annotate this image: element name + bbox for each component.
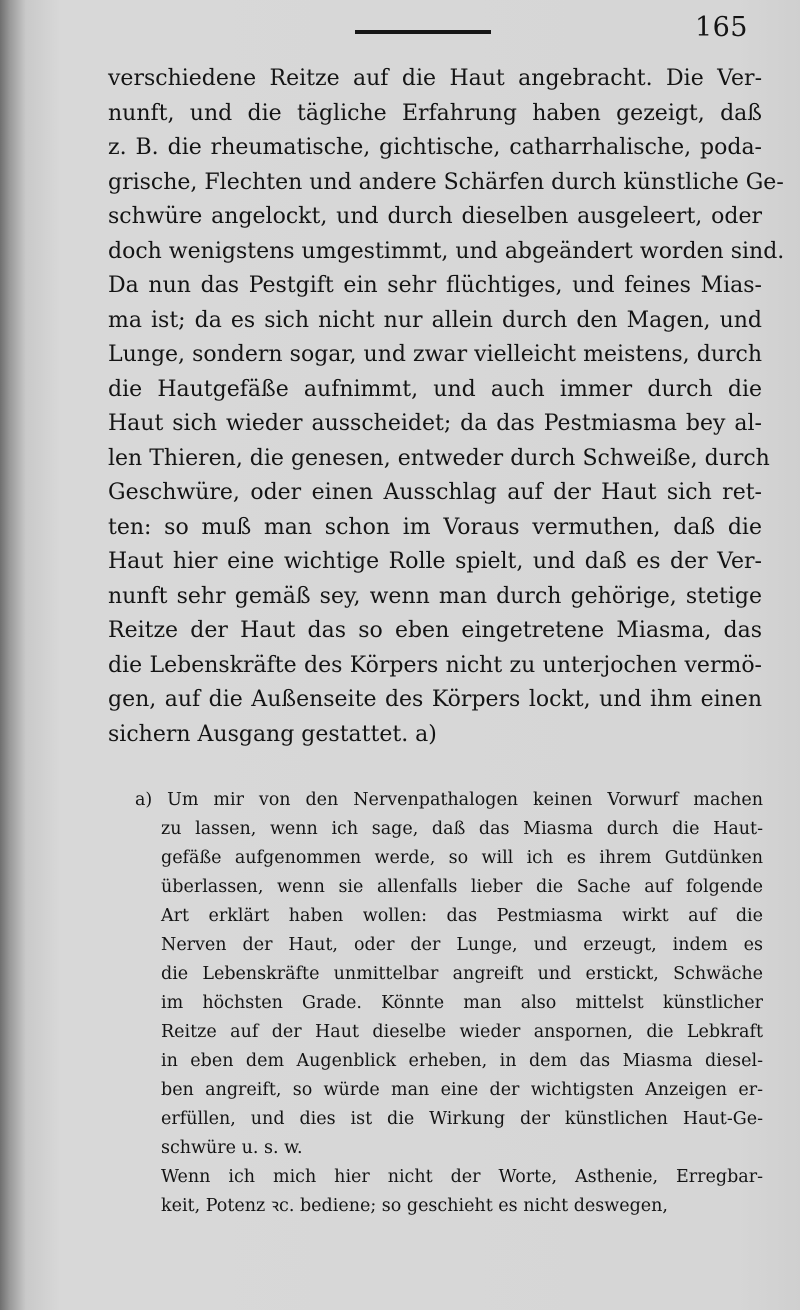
page-number: 165 [694, 12, 748, 43]
body-line: die Lebenskräfte des Körpers nicht zu unterjochen vermö- [108, 652, 762, 678]
body-line: doch wenigstens umgestimmt, und abgeändert worden sind. [108, 238, 785, 264]
body-line: z. B. die rheumatische, gichtische, catharrhalische, poda- [108, 135, 762, 160]
footnote-line: a) Um mir von den Nervenpathalogen keinen Vorwurf machen [135, 790, 763, 810]
body-line: die Hautgefäße aufnimmt, und auch immer durch die [108, 376, 762, 402]
body-line: gen, auf die Außenseite des Körpers lockt, und ihm einen [108, 687, 762, 712]
footnote-line: schwüre u. s. w. [161, 1138, 303, 1158]
footnote-line: ben angreift, so würde man eine der wichtigsten Anzeigen er- [161, 1080, 763, 1100]
footnote-line: die Lebenskräfte unmittelbar angreift und erstickt, Schwäche [161, 964, 763, 984]
body-line: ma ist; da es sich nicht nur allein durch den Magen, und [108, 307, 762, 333]
body-line: Lunge, sondern sogar, und zwar vielleicht meistens, durch [108, 342, 762, 367]
footnote-line: Wenn ich mich hier nicht der Worte, Asthenie, Erregbar- [161, 1167, 763, 1187]
footnote-line-last: keit, Potenz ꝛc. bediene; so geschieht es nicht deswegen, [161, 1196, 668, 1216]
body-line: Haut hier eine wichtige Rolle spielt, und daß es der Ver- [108, 549, 762, 574]
body-line: len Thieren, die genesen, entweder durch Schweiße, durch [108, 445, 770, 471]
footnote-line: Reitze auf der Haut dieselbe wieder anspornen, die Lebkraft [161, 1022, 763, 1042]
body-line: ten: so muß man schon im Voraus vermuthen, daß die [108, 514, 762, 540]
header-rule [355, 30, 491, 34]
body-line: verschiedene Reitze auf die Haut angebracht. Die Ver- [108, 66, 762, 91]
body-line: schwüre angelockt, und durch dieselben ausgeleert, oder [108, 204, 762, 229]
body-line: Haut sich wieder ausscheidet; da das Pestmiasma bey al- [108, 411, 762, 436]
footnote-line: überlassen, wenn sie allenfalls lieber die Sache auf folgende [161, 877, 763, 897]
footnote-line: gefäße aufgenommen werde, so will ich es ihrem Gutdünken [161, 848, 763, 868]
footnote-line: in eben dem Augenblick erheben, in dem das Miasma diesel- [161, 1051, 763, 1071]
body-line: grische, Flechten und andere Schärfen durch künstliche Ge- [108, 169, 784, 195]
footnote-line: zu lassen, wenn ich sage, daß das Miasma durch die Haut- [161, 819, 763, 839]
body-line: nunft sehr gemäß sey, wenn man durch gehörige, stetige [108, 583, 762, 609]
body-line: Reitze der Haut das so eben eingetretene Miasma, das [108, 618, 762, 643]
body-text [108, 62, 785, 752]
footnote-line: Art erklärt haben wollen: das Pestmiasma wirkt auf die [161, 906, 763, 926]
body-line: nunft, und die tägliche Erfahrung haben gezeigt, daß [108, 100, 762, 126]
body-line: Da nun das Pestgift ein sehr flüchtiges, und feines Mias- [108, 273, 762, 298]
footnote-line: im höchsten Grade. Könnte man also mittelst künstlicher [161, 993, 763, 1013]
footnote [135, 786, 763, 1221]
body-line-last: sichern Ausgang gestattet. a) [108, 721, 437, 747]
footnote-line: Nerven der Haut, oder der Lunge, und erzeugt, indem es [161, 935, 763, 955]
footnote-line: erfüllen, und dies ist die Wirkung der künstlichen Haut-Ge- [161, 1109, 763, 1129]
body-line: Geschwüre, oder einen Ausschlag auf der Haut sich ret- [108, 480, 762, 505]
